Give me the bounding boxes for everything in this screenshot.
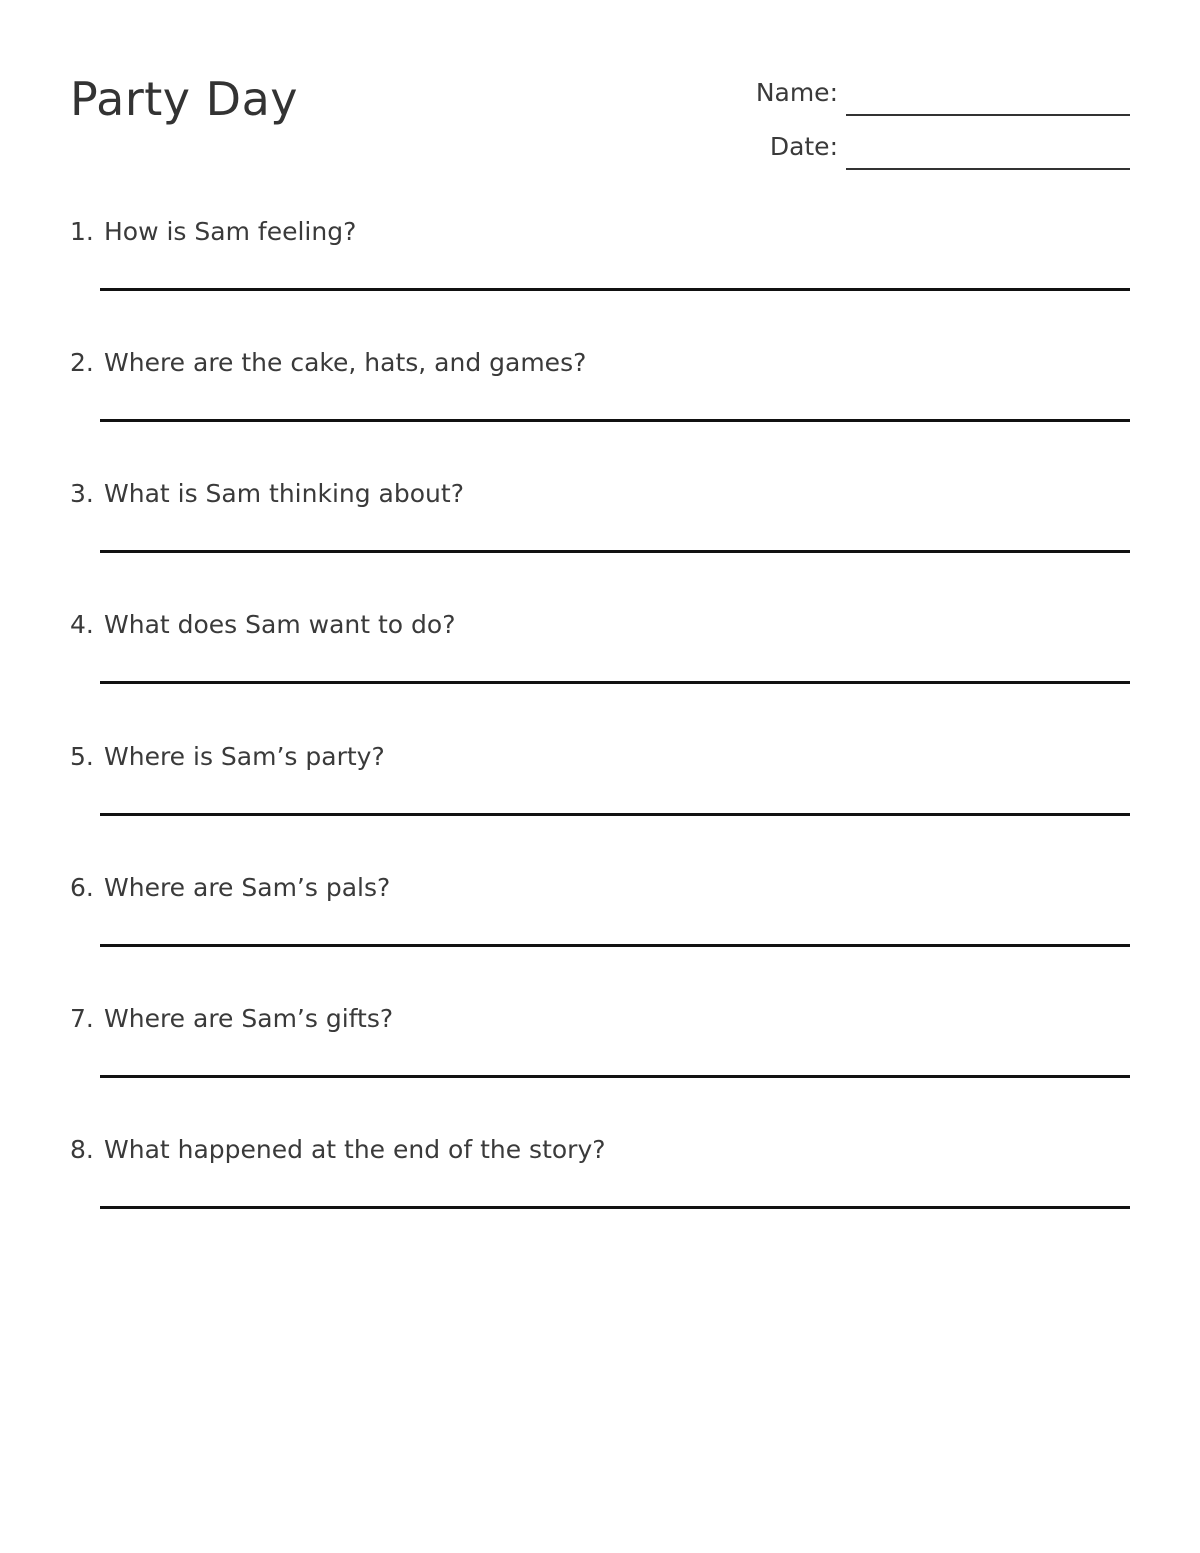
answer-line[interactable] [100, 1075, 1130, 1078]
question-prompt: How is Sam feeling? [104, 217, 357, 246]
question-2 [70, 348, 1130, 468]
question-number: 7. [70, 1004, 94, 1033]
answer-line[interactable] [100, 681, 1130, 684]
question-prompt: Where are Sam’s gifts? [104, 1004, 394, 1033]
question-6 [70, 873, 1130, 993]
question-prompt: What is Sam thinking about? [104, 479, 464, 508]
page-title: Party Day [70, 72, 298, 126]
question-prompt: What does Sam want to do? [104, 610, 456, 639]
question-prompt: Where is Sam’s party? [104, 742, 385, 771]
question-number: 5. [70, 742, 94, 771]
question-number: 6. [70, 873, 94, 902]
answer-line[interactable] [100, 1206, 1130, 1209]
question-text [70, 1004, 393, 1033]
question-text [70, 1135, 606, 1164]
question-text [70, 610, 455, 639]
question-7 [70, 1004, 1130, 1124]
question-text [70, 217, 356, 246]
question-5 [70, 742, 1130, 862]
answer-line[interactable] [100, 550, 1130, 553]
question-prompt: Where are the cake, hats, and games? [104, 348, 587, 377]
question-4 [70, 610, 1130, 730]
question-text [70, 479, 464, 508]
name-label: Name: [755, 78, 838, 107]
question-number: 4. [70, 610, 94, 639]
question-8 [70, 1135, 1130, 1255]
question-text [70, 348, 586, 377]
question-number: 8. [70, 1135, 94, 1164]
name-field-line[interactable] [846, 114, 1130, 116]
date-label: Date: [769, 132, 838, 161]
answer-line[interactable] [100, 813, 1130, 816]
question-1 [70, 217, 1130, 337]
question-text [70, 873, 390, 902]
answer-line[interactable] [100, 944, 1130, 947]
date-row [710, 132, 1130, 172]
question-number: 1. [70, 217, 94, 246]
answer-line[interactable] [100, 288, 1130, 291]
name-row [710, 78, 1130, 118]
question-number: 2. [70, 348, 94, 377]
question-prompt: What happened at the end of the story? [104, 1135, 606, 1164]
question-prompt: Where are Sam’s pals? [104, 873, 391, 902]
answer-line[interactable] [100, 419, 1130, 422]
question-text [70, 742, 385, 771]
date-field-line[interactable] [846, 168, 1130, 170]
question-3 [70, 479, 1130, 599]
question-number: 3. [70, 479, 94, 508]
